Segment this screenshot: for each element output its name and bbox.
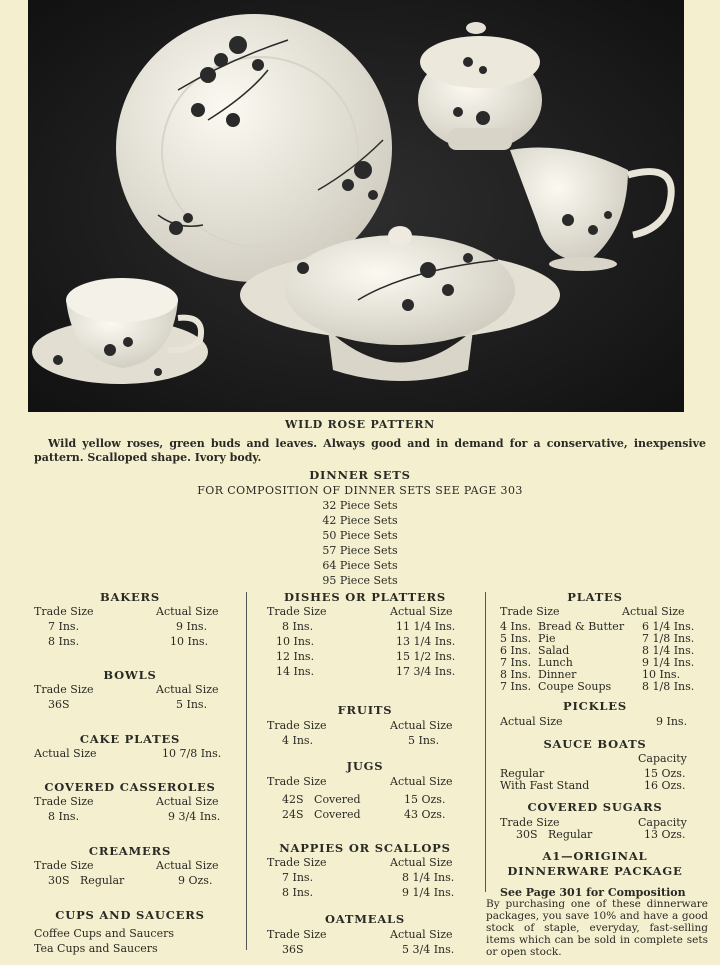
- sauce-boats-heading: SAUCE BOATS: [543, 737, 647, 751]
- package-heading-1: A1—ORIGINAL: [542, 849, 648, 863]
- cups-and-saucers-heading: CUPS AND SAUCERS: [55, 908, 205, 922]
- list-item: 50 Piece Sets: [322, 529, 398, 542]
- list-item: Coffee Cups and Saucers: [34, 927, 174, 940]
- column-header: Actual Size: [500, 715, 563, 728]
- table-cell: 7 1/8 Ins.: [642, 632, 695, 645]
- column-header: Trade Size: [500, 816, 560, 829]
- table-cell: 13 1/4 Ins.: [396, 635, 456, 648]
- covered-sugars-heading: COVERED SUGARS: [527, 800, 663, 814]
- table-cell: 5 Ins.: [408, 734, 440, 747]
- list-item: Tea Cups and Saucers: [34, 942, 158, 955]
- column-divider: [485, 592, 486, 892]
- column-header: Capacity: [638, 752, 687, 765]
- table-cell: 4 Ins.: [282, 734, 314, 747]
- table-cell: Regular: [500, 767, 545, 780]
- table-cell: 30S Regular: [48, 874, 125, 887]
- package-heading-2: DINNERWARE PACKAGE: [507, 864, 683, 878]
- column-header: Trade Size: [267, 856, 327, 869]
- table-cell: 14 Ins.: [276, 665, 315, 678]
- dinner-sets-heading: DINNER SETS: [309, 468, 411, 482]
- column-header: Actual Size: [156, 795, 219, 808]
- list-item: 57 Piece Sets: [322, 544, 398, 557]
- dinner-sets-subheading: FOR COMPOSITION OF DINNER SETS SEE PAGE 303: [197, 484, 523, 497]
- column-header: Trade Size: [34, 795, 94, 808]
- column-header: Trade Size: [267, 719, 327, 732]
- table-cell: 15 Ozs.: [404, 793, 446, 806]
- table-cell: 36S: [48, 698, 70, 711]
- table-cell: 7 Ins.: [282, 871, 314, 884]
- table-cell: 17 3/4 Ins.: [396, 665, 456, 678]
- column-header: Actual Size: [390, 719, 453, 732]
- table-cell: 10 Ins.: [170, 635, 209, 648]
- table-cell: 15 Ozs.: [644, 767, 686, 780]
- pattern-description: Wild yellow roses, green buds and leaves. Always good and in demand for a conservative, inexpensive pattern. Scalloped shape. Ivory body.: [34, 437, 706, 464]
- oatmeals-heading: OATMEALS: [324, 912, 406, 926]
- column-divider: [246, 592, 247, 950]
- table-cell: 9 1/4 Ins.: [642, 656, 695, 669]
- column-header: Actual Size: [622, 605, 685, 618]
- column-header: Actual Size: [390, 605, 453, 618]
- table-cell: 30S Regular: [516, 828, 593, 841]
- column-header: Trade Size: [267, 775, 327, 788]
- dinner-sets-block: [0, 468, 720, 588]
- creamers-heading: CREAMERS: [88, 844, 172, 858]
- cake-plates-heading: CAKE PLATES: [79, 732, 181, 746]
- table-cell: 8 Ins.: [48, 810, 80, 823]
- product-photo: [28, 0, 684, 412]
- plates-heading: PLATES: [567, 590, 623, 604]
- column-header: Trade Size: [34, 605, 94, 618]
- table-cell: 15 1/2 Ins.: [396, 650, 456, 663]
- table-cell: 6 Ins. Salad: [500, 644, 570, 657]
- table-cell: 4 Ins. Bread & Butter: [500, 620, 625, 633]
- column-header: Actual Size: [390, 928, 453, 941]
- dinnerware-illustration: [28, 0, 684, 412]
- table-cell: With Fast Stand: [500, 779, 590, 792]
- table-cell: 9 Ozs.: [178, 874, 213, 887]
- table-cell: 5 3/4 Ins.: [402, 943, 455, 956]
- column-header: Actual Size: [390, 775, 453, 788]
- table-cell: 10 7/8 Ins.: [162, 747, 222, 760]
- package-body: By purchasing one of these dinnerware packages, you save 10% and have a good stock of staple, everyday, fast-selling items which can be sold in complete sets or open stock.: [486, 898, 708, 958]
- table-cell: 8 Ins.: [48, 635, 80, 648]
- table-cell: 9 Ins.: [176, 620, 208, 633]
- table-cell: 16 Ozs.: [644, 779, 686, 792]
- column-header: Actual Size: [34, 747, 97, 760]
- nappies-heading: NAPPIES OR SCALLOPS: [279, 841, 451, 855]
- table-cell: 6 1/4 Ins.: [642, 620, 695, 633]
- fruits-heading: FRUITS: [337, 703, 393, 717]
- column-header: Capacity: [638, 816, 687, 829]
- table-cell: 11 1/4 Ins.: [396, 620, 456, 633]
- table-cell: 9 Ins.: [656, 715, 688, 728]
- column-header: Trade Size: [500, 605, 560, 618]
- bowls-heading: BOWLS: [103, 668, 157, 682]
- table-cell: 8 Ins.: [282, 886, 314, 899]
- table-cell: 7 Ins. Coupe Soups: [500, 680, 612, 693]
- table-cell: 8 1/4 Ins.: [402, 871, 455, 884]
- column-header: Actual Size: [156, 859, 219, 872]
- table-cell: 24S Covered: [282, 808, 361, 821]
- pattern-title: WILD ROSE PATTERN: [284, 418, 436, 431]
- column-header: Trade Size: [34, 683, 94, 696]
- dinner-sets-list: [0, 498, 720, 588]
- table-cell: 9 1/4 Ins.: [402, 886, 455, 899]
- table-cell: 10 Ins.: [642, 668, 681, 681]
- pickles-heading: PICKLES: [563, 699, 627, 713]
- table-cell: 9 3/4 Ins.: [168, 810, 221, 823]
- dishes-heading: DISHES OR PLATTERS: [284, 590, 446, 604]
- list-item: 95 Piece Sets: [322, 574, 398, 587]
- table-cell: 8 1/8 Ins.: [642, 680, 695, 693]
- column-header: Actual Size: [390, 856, 453, 869]
- column-header: Trade Size: [267, 928, 327, 941]
- table-cell: 5 Ins.: [176, 698, 208, 711]
- table-cell: 8 Ins.: [282, 620, 314, 633]
- table-cell: 8 1/4 Ins.: [642, 644, 695, 657]
- column-header: Actual Size: [156, 605, 219, 618]
- list-item: 32 Piece Sets: [322, 499, 398, 512]
- column-header: Trade Size: [267, 605, 327, 618]
- table-cell: 8 Ins. Dinner: [500, 668, 577, 681]
- table-cell: 12 Ins.: [276, 650, 315, 663]
- table-cell: 5 Ins. Pie: [500, 632, 556, 645]
- jugs-heading: JUGS: [346, 759, 384, 773]
- column-header: Actual Size: [156, 683, 219, 696]
- package-see-note: See Page 301 for Composition: [500, 886, 686, 899]
- list-item: 42 Piece Sets: [322, 514, 398, 527]
- table-cell: 7 Ins. Lunch: [500, 656, 573, 669]
- column-header: Trade Size: [34, 859, 94, 872]
- table-cell: 10 Ins.: [276, 635, 315, 648]
- covered-casseroles-heading: COVERED CASSEROLES: [44, 780, 216, 794]
- table-cell: 43 Ozs.: [404, 808, 446, 821]
- table-cell: 13 Ozs.: [644, 828, 686, 841]
- bakers-heading: BAKERS: [99, 590, 161, 604]
- table-cell: 42S Covered: [282, 793, 361, 806]
- table-cell: 36S: [282, 943, 304, 956]
- table-cell: 7 Ins.: [48, 620, 80, 633]
- list-item: 64 Piece Sets: [322, 559, 398, 572]
